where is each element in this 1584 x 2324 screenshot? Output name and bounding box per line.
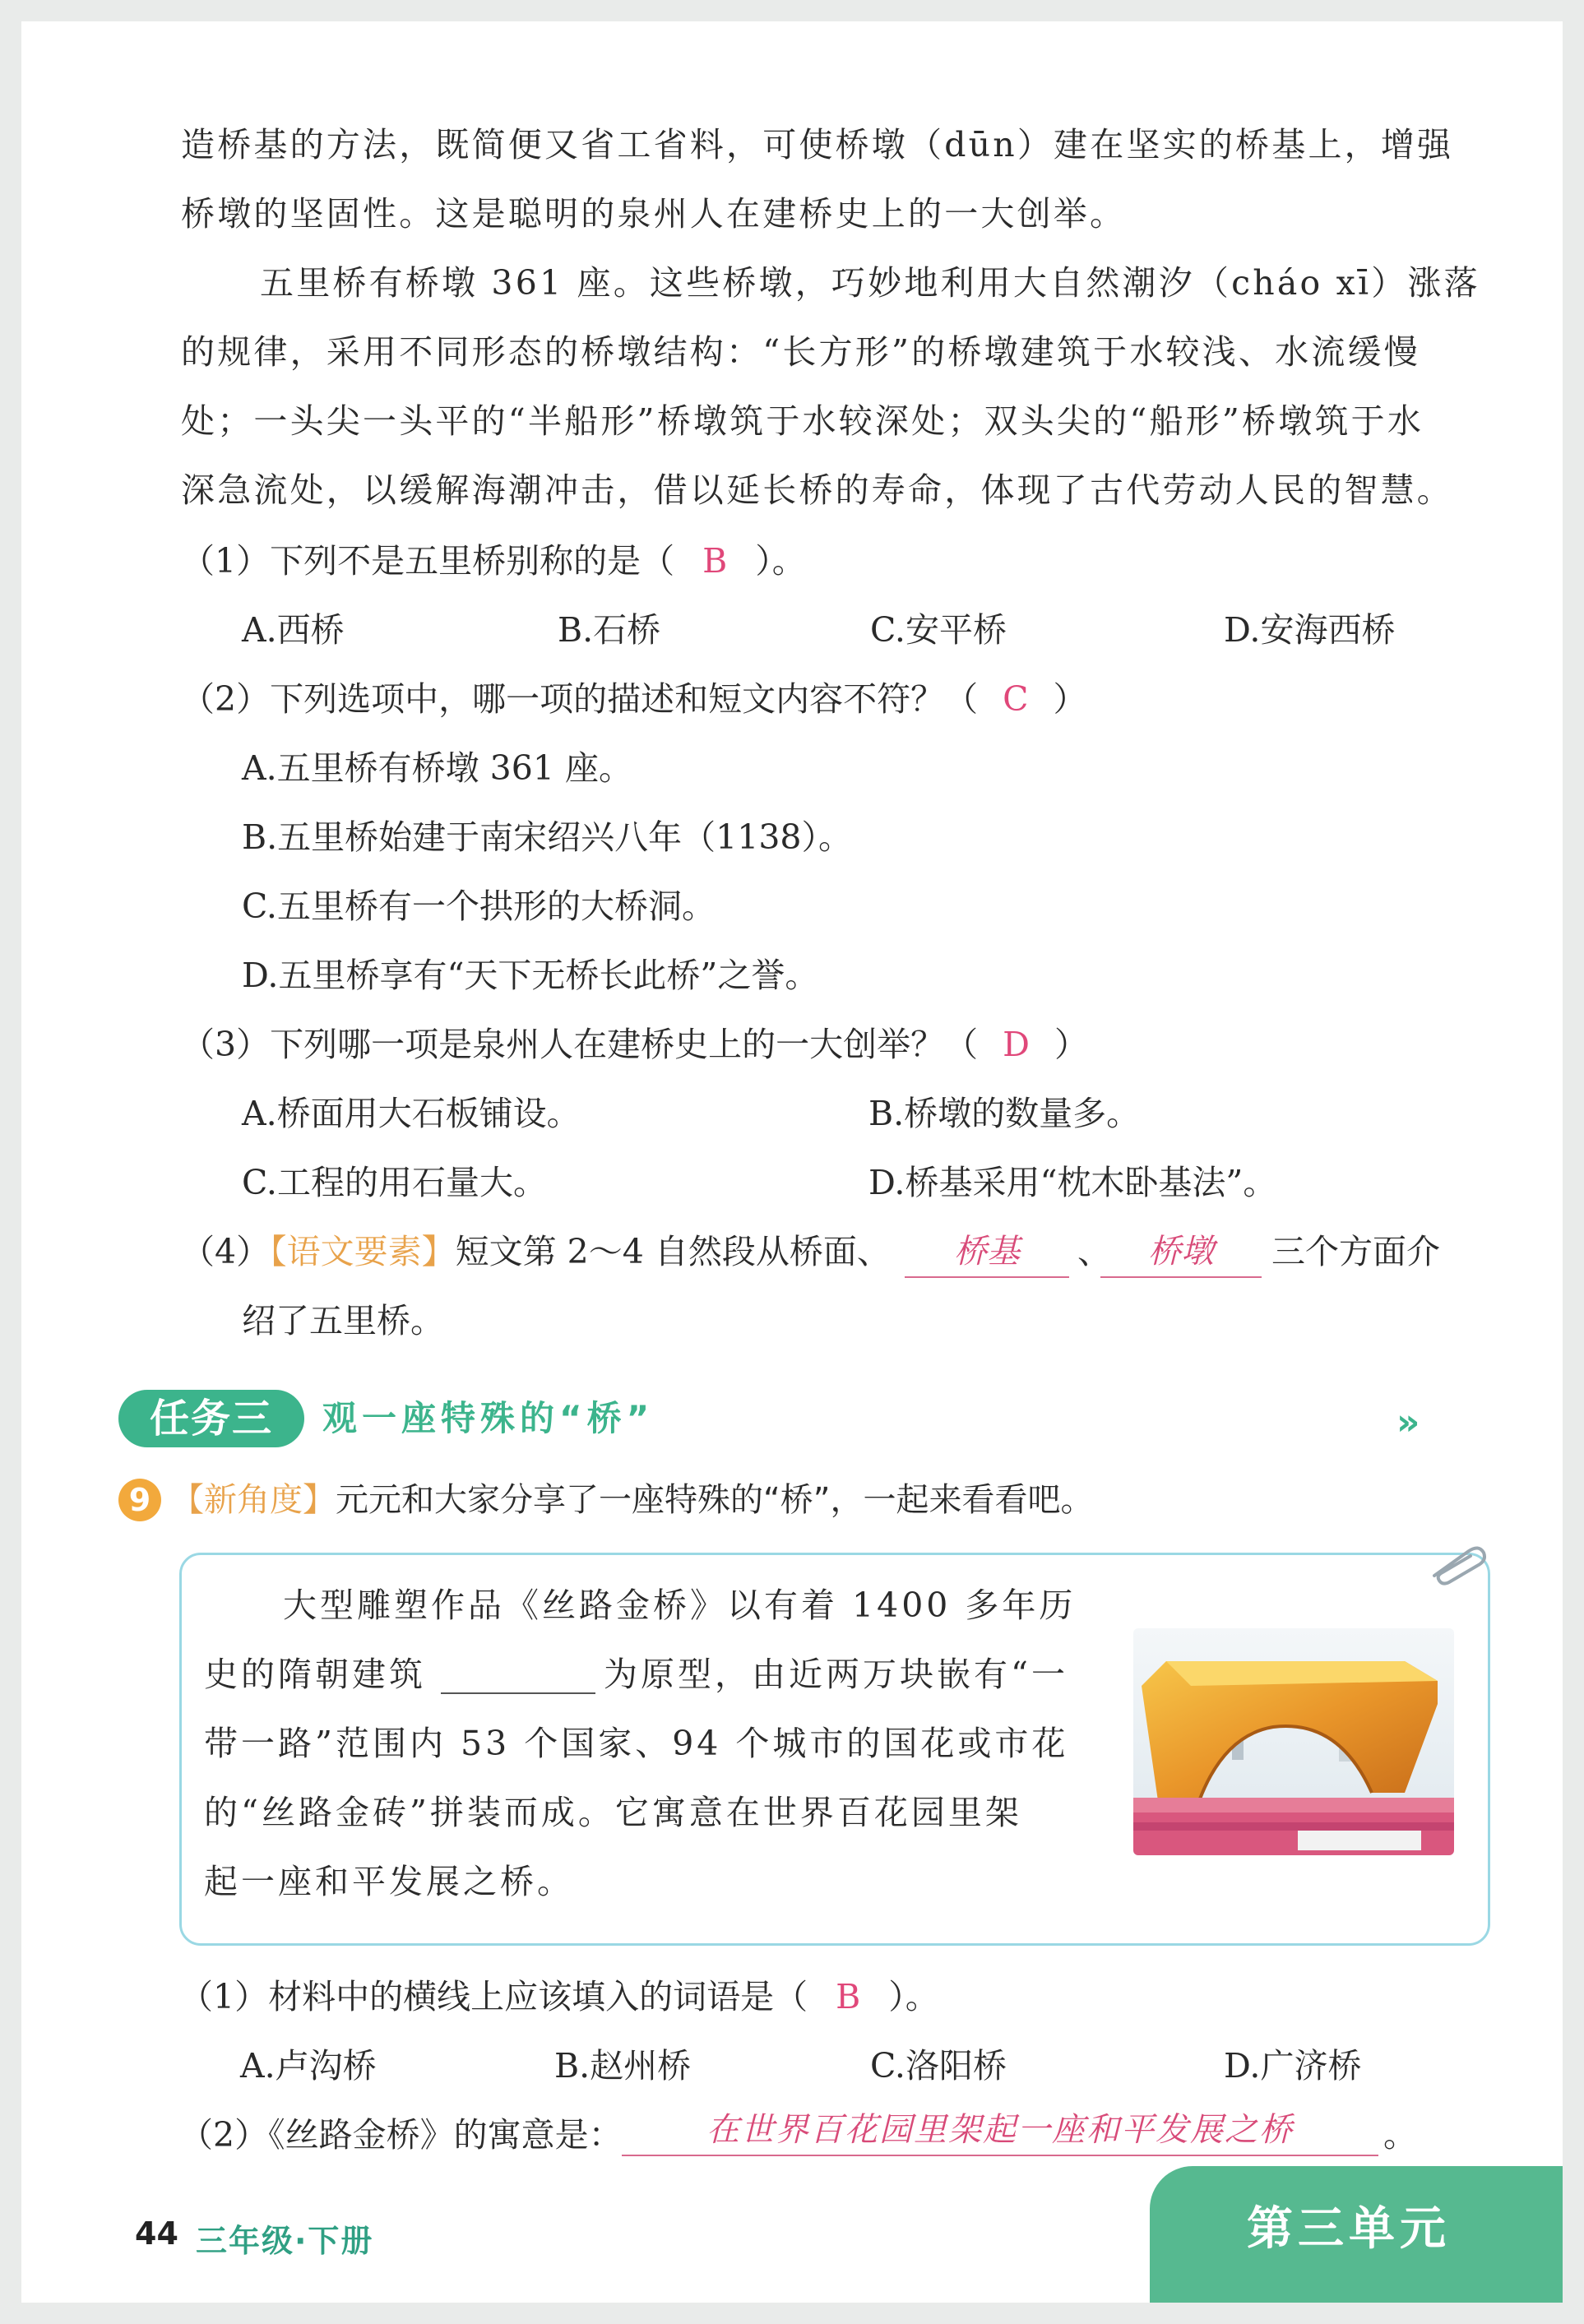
material-line-3: 带一路”范围内 53 个国家、94 个城市的国花或市花	[204, 1724, 1069, 1763]
question-8-3	[181, 1020, 1088, 1069]
question-8-1	[181, 536, 806, 586]
question-stem-line-2: 绍了五里桥。	[242, 1301, 444, 1340]
option-b: B.桥墩的数量多。	[868, 1094, 1141, 1133]
question-stem-end: ）	[1054, 1025, 1088, 1064]
double-chevron-icon: »	[1396, 1401, 1420, 1443]
question-number: （4）	[181, 1232, 271, 1271]
question-stem: （1）材料中的横线上应该填入的词语是（	[179, 1977, 808, 2016]
passage-line-4: 的规律，采用不同形态的桥墩结构：“长方形”的桥墩建筑于水较浅、水流缓慢	[181, 332, 1420, 372]
option-d: D.广济桥	[1224, 2046, 1362, 2086]
question-stem-end: ）	[1053, 679, 1087, 719]
question-9-text: 元元和大家分享了一座特殊的“桥”，一起来看看吧。	[336, 1481, 1094, 1519]
question-9-header	[171, 1475, 1093, 1525]
option-a: A.五里桥有桥墩 361 座。	[242, 748, 632, 788]
option-c: C.安平桥	[870, 610, 1007, 650]
material-line-4: 的“丝路金砖”拼装而成。它寓意在世界百花园里架	[204, 1793, 1022, 1832]
paperclip-icon	[1426, 1539, 1492, 1589]
textbook-page	[21, 21, 1563, 2303]
passage-line-2: 桥墩的坚固性。这是聪明的泉州人在建桥史上的一大创举。	[181, 194, 1127, 234]
question-9-1	[179, 1972, 939, 2021]
question-stem: （1）下列不是五里桥别称的是（	[181, 541, 675, 581]
answer-mark: B	[702, 541, 728, 581]
unit-label: 第三单元	[1247, 2202, 1451, 2256]
option-c: C.五里桥有一个拱形的大桥洞。	[242, 887, 716, 926]
answer-blank-2: 桥墩	[1100, 1227, 1262, 1278]
question-stem: 短文第 2～4 自然段从桥面、	[455, 1232, 891, 1271]
answer-blank-1: 桥基	[905, 1227, 1069, 1278]
option-c: C.洛阳桥	[870, 2046, 1007, 2086]
option-c: C.工程的用石量大。	[242, 1163, 547, 1202]
material-line-2a: 史的隋朝建筑	[204, 1655, 426, 1694]
question-8-4	[181, 1227, 891, 1276]
task-badge: 任务三	[118, 1390, 304, 1447]
question-8-2	[181, 674, 1086, 724]
question-stem-end: 三个方面介	[1271, 1232, 1440, 1271]
passage-line-1: 造桥基的方法，既简便又省工省料，可使桥墩（dūn）建在坚实的桥基上，增强	[181, 125, 1454, 164]
page-number: 44	[135, 2215, 178, 2252]
answer-mark: C	[1003, 679, 1029, 719]
option-a: A.桥面用大石板铺设。	[242, 1094, 581, 1133]
option-b: B.石桥	[558, 610, 661, 650]
option-b: B.赵州桥	[554, 2046, 692, 2086]
question-stem-end: ）。	[888, 1977, 939, 2016]
answer-mark: B	[836, 1977, 861, 2016]
option-b: B.五里桥始建于南宋绍兴八年（1138）。	[242, 817, 853, 857]
separator: 、	[1077, 1232, 1111, 1271]
material-line-5: 起一座和平发展之桥。	[204, 1862, 574, 1901]
golden-bridge-photo	[1133, 1628, 1454, 1855]
option-d: D.安海西桥	[1224, 610, 1396, 650]
answer-blank: 在世界百花园里架起一座和平发展之桥	[622, 2105, 1378, 2156]
question-stem-end: ）。	[755, 541, 806, 581]
material-line-1: 大型雕塑作品《丝路金桥》以有着 1400 多年历	[283, 1586, 1077, 1625]
option-a: A.卢沟桥	[240, 2046, 377, 2086]
passage-line-6: 深急流处，以缓解海潮冲击，借以延长桥的寿命，体现了古代劳动人民的智慧。	[181, 470, 1453, 510]
passage-line-5: 处；一头尖一头平的“半船形”桥墩筑于水较深处；双头尖的“船形”桥墩筑于水	[181, 401, 1424, 441]
question-9-2-end: 。	[1383, 2115, 1417, 2155]
grade-label: 三年级·下册	[196, 2223, 374, 2259]
tag-new-angle: 【新角度】	[171, 1481, 336, 1519]
question-9-2: （2）《丝路金桥》的寓意是：	[179, 2115, 623, 2155]
option-d: D.桥基采用“枕木卧基法”。	[868, 1163, 1277, 1202]
task-title: 观一座特殊的“桥”	[322, 1398, 655, 1438]
option-a: A.西桥	[242, 610, 345, 650]
question-stem: （2）下列选项中，哪一项的描述和短文内容不符？（	[181, 679, 979, 719]
material-line-2b: 为原型，由近两万块嵌有“一	[604, 1655, 1068, 1694]
option-d: D.五里桥享有“天下无桥长此桥”之誉。	[242, 956, 819, 995]
question-9-number: 9	[118, 1479, 161, 1521]
material-blank	[441, 1692, 595, 1694]
question-stem: （3）下列哪一项是泉州人在建桥史上的一大创举？（	[181, 1025, 979, 1064]
tag-yuwen-yaosu: 【语文要素】	[270, 1232, 456, 1271]
passage-line-3: 五里桥有桥墩 361 座。这些桥墩，巧妙地利用大自然潮汐（cháo xī）涨落	[260, 263, 1480, 303]
answer-mark: D	[1003, 1025, 1030, 1064]
